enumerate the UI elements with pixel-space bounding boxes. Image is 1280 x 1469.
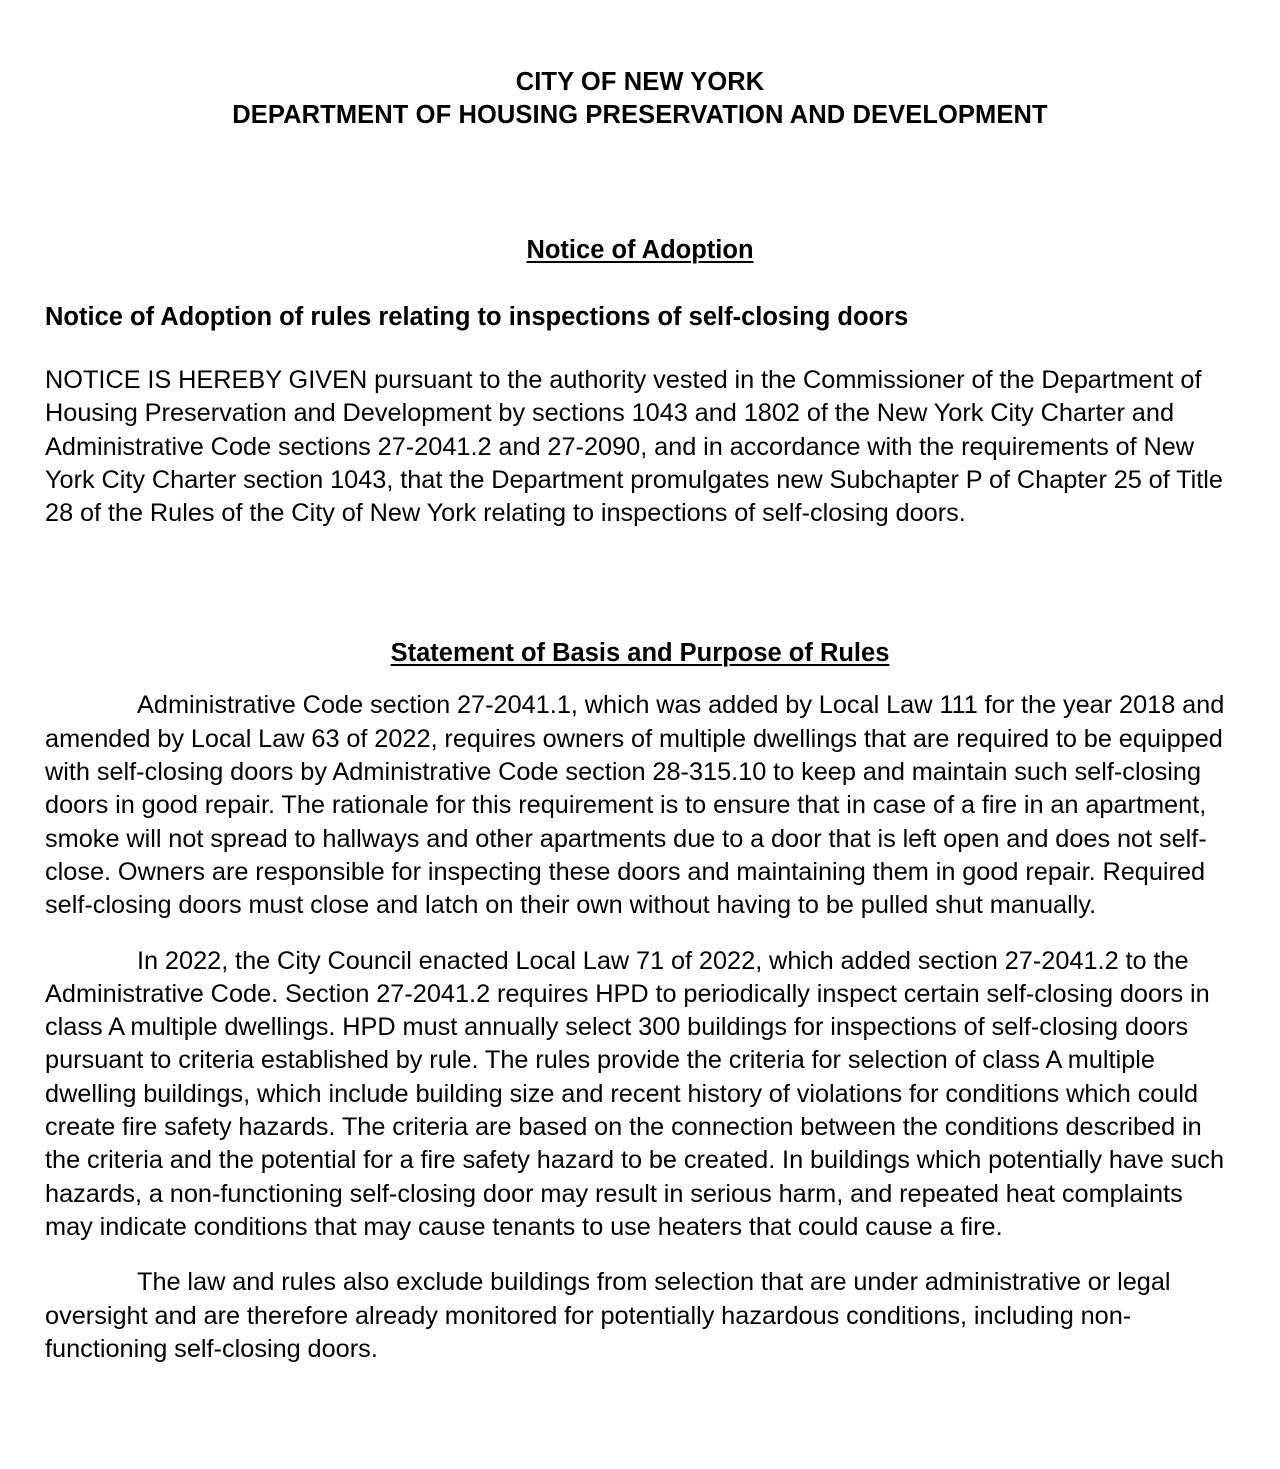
statement-paragraph-2: In 2022, the City Council enacted Local Law 71 of 2022, which added section 27-2041.2 to the Administrative Code. Section 27-2041.2 requires HPD to periodically inspect certain self-closing doors in class A multiple dwellings. HPD must annually select 300 buildings for inspections of self-closing doors pursuant to criteria established by rule. The rules provide the criteria for selection of class A multiple dwelling buildings, which include building size and recent history of violations for conditions which could create fire safety hazards. The criteria are based on the connection between the conditions described in the criteria and the potential for a fire safety hazard to be created. In buildings which potentially have such hazards, a non-functioning self-closing door may result in serious harm, and repeated heat complaints may indicate conditions that may cause tenants to use heaters that could cause a fire. <box>45 946 1225 1241</box>
spacer-before-notice-heading <box>45 132 1235 235</box>
notice-body-paragraph: NOTICE IS HEREBY GIVEN pursuant to the authority vested in the Commissioner of the Department of Housing Preservation and Development by sections 1043 and 1802 of the New York City Charter and Administrative Code sections 27-2041.2 and 27-2090, and in accordance with the requirements of New York City Charter section 1043, that the Department promulgates new Subchapter P of Chapter 25 of Title 28 of the Rules of the City of New York relating to inspections of self-closing doors. <box>45 366 1223 528</box>
statement-of-basis-heading <box>45 638 1235 669</box>
agency-header-city: CITY OF NEW YORK <box>515 68 765 96</box>
spacer-after-statement-heading <box>45 669 1235 689</box>
spacer-before-statement-heading <box>45 530 1235 638</box>
notice-subtitle: Notice of Adoption of rules relating to inspections of self-closing doors <box>45 303 909 331</box>
statement-paragraph-3: The law and rules also exclude buildings from selection that are under administrative or legal oversight and are therefore already monitored for potentially hazardous conditions, including non-functioning self-closing doors. <box>45 1268 1171 1363</box>
spacer-after-subtitle <box>45 333 1235 364</box>
agency-header <box>45 0 1235 132</box>
agency-header-department: DEPARTMENT OF HOUSING PRESERVATION AND DEVELOPMENT <box>232 101 1048 129</box>
statement-of-basis-heading-text: Statement of Basis and Purpose of Rules <box>390 639 890 668</box>
statement-paragraph-1: Administrative Code section 27-2041.1, which was added by Local Law 111 for the year 2018 and amended by Local Law 63 of 2022, requires owners of multiple dwellings that are required to be equipped with self-closing doors by Administrative Code section 28-315.10 to keep and maintain such self-closing doors in good repair. The rationale for this requirement is to ensure that in case of a fire in an apartment, smoke will not spread to hallways and other apartments due to a door that is left open and does not self-close. Owners are responsible for inspecting these doors and maintaining them in good repair. Required self-closing doors must close and latch on their own without having to be pulled shut manually. <box>45 691 1225 920</box>
spacer-before-subtitle <box>45 266 1235 302</box>
notice-of-adoption-heading <box>45 235 1235 266</box>
notice-of-adoption-heading-text: Notice of Adoption <box>526 236 754 264</box>
document-content <box>45 0 1235 1366</box>
